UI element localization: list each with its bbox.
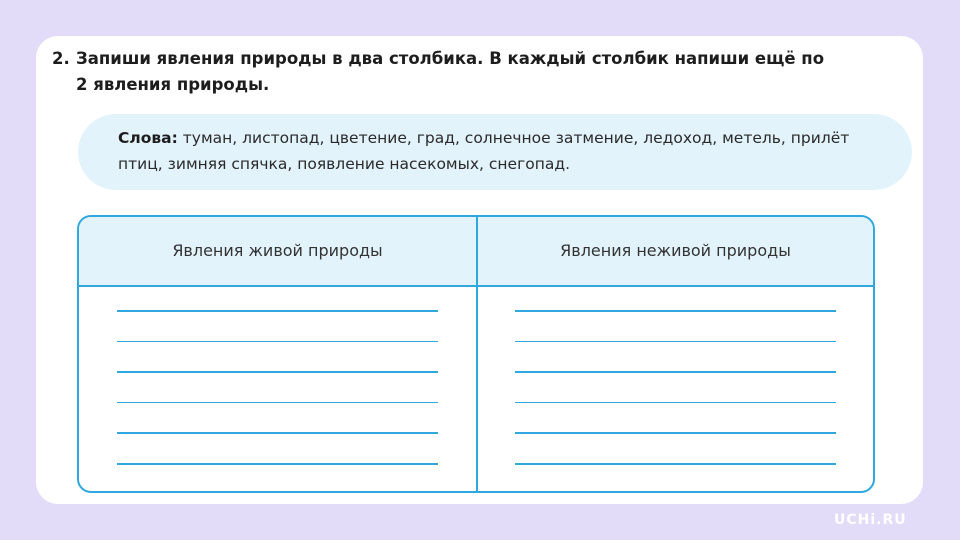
task-instruction bbox=[52, 46, 832, 98]
answer-line-nonliving[interactable] bbox=[515, 371, 836, 373]
column-header-nonliving: Явления неживой природы bbox=[560, 241, 791, 260]
answer-line-living[interactable] bbox=[117, 310, 438, 312]
answer-line-living[interactable] bbox=[117, 432, 438, 434]
task-text: Запиши явления природы в два столбика. В каждый столбик напиши ещё по 2 явления природы. bbox=[76, 49, 825, 94]
answer-line-nonliving[interactable] bbox=[515, 402, 836, 404]
column-divider bbox=[476, 217, 478, 491]
word-bank-text bbox=[118, 125, 898, 177]
answer-line-nonliving[interactable] bbox=[515, 341, 836, 343]
brand-logo: UCHi.RU bbox=[834, 512, 907, 528]
answer-line-living[interactable] bbox=[117, 463, 438, 465]
answer-line-nonliving[interactable] bbox=[515, 463, 836, 465]
answer-line-nonliving[interactable] bbox=[515, 432, 836, 434]
answer-line-living[interactable] bbox=[117, 402, 438, 404]
answer-line-nonliving[interactable] bbox=[515, 310, 836, 312]
word-bank-label: Слова: bbox=[118, 129, 178, 147]
task-number: 2. bbox=[52, 49, 70, 68]
column-header-living: Явления живой природы bbox=[172, 241, 383, 260]
answer-line-living[interactable] bbox=[117, 341, 438, 343]
answer-table bbox=[77, 215, 875, 493]
word-bank-list: туман, листопад, цветение, град, солнечное затмение, ледоход, метель, прилёт птиц, зимняя спячка, появление насекомых, снегопад. bbox=[118, 129, 850, 173]
word-bank bbox=[78, 114, 912, 190]
answer-line-living[interactable] bbox=[117, 371, 438, 373]
